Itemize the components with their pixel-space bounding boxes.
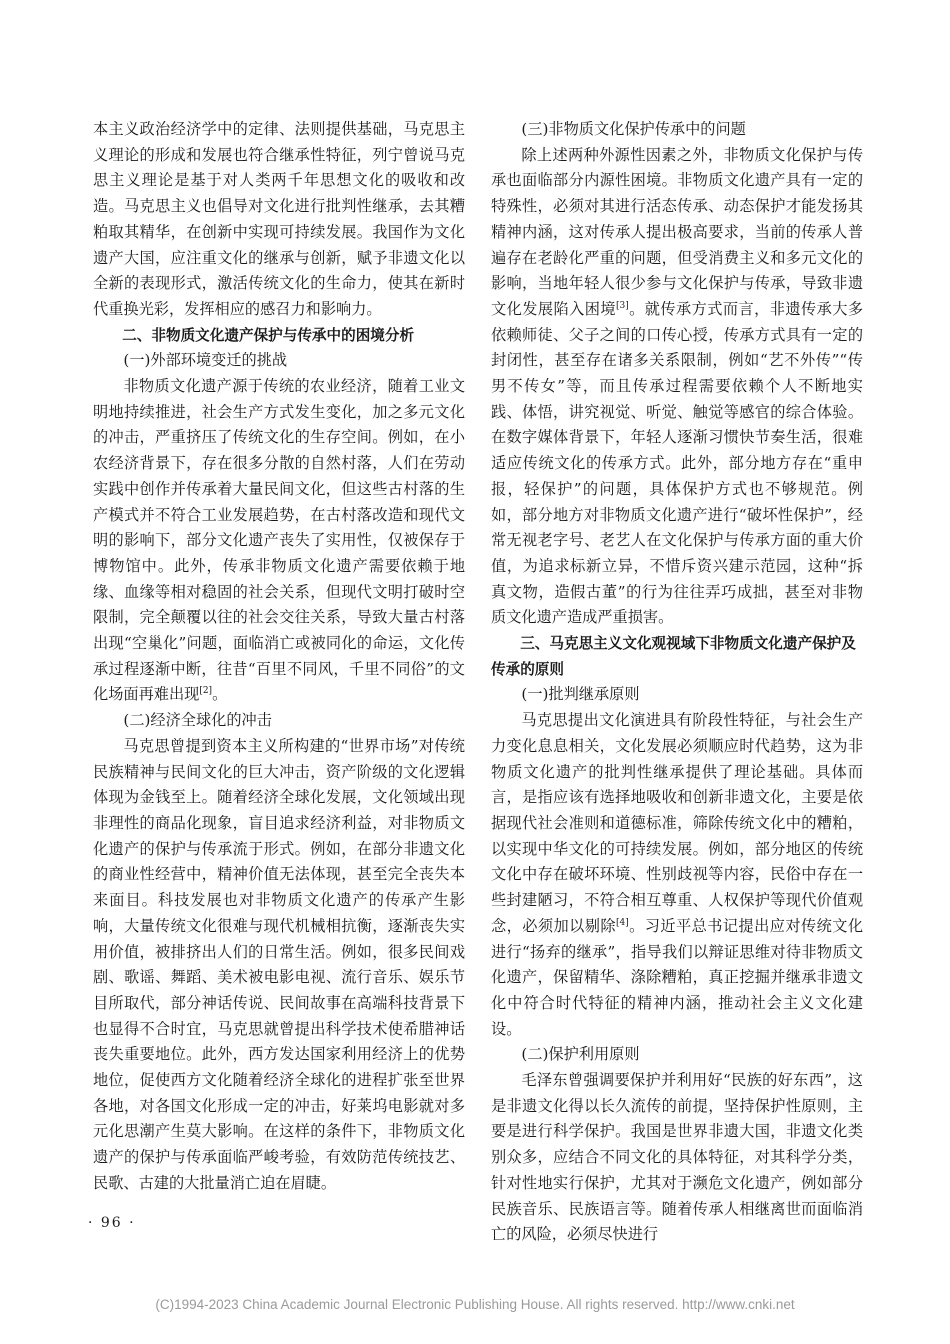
right-column (491, 117, 863, 1248)
paragraph-text: 。习近平总书记提出应对传统文化进行“扬弃的继承”，指导我们以辩证思维对待非物质文化遗产，保留精华、涤除糟粕，真正挖掘并继承非遗文化中符合时代特征的精神内涵，推动社会主义文化建设。 (491, 916, 864, 1038)
paragraph: 本主义政治经济学中的定律、法则提供基础，马克思主义理论的形成和发展也符合继承性特征，列宁曾说马克思主义理论是基于对人类两千年思想文化的吸收和改造。马克思主义也倡导对文化进行批判性继承，去其糟粕取其精华，在创新中实现可持续发展。我国作为文化遗产大国，应注重文化的继承与创新，赋予非遗文化以全新的表现形式，激活传统文化的生命力，使其在新时代重换光彩，发挥相应的感召力和影响力。 (93, 120, 465, 318)
paragraph: 马克思曾提到资本主义所构建的“世界市场”对传统民族精神与民间文化的巨大冲击，资产阶级的文化逻辑体现为金钱至上。随着经济全球化发展，文化领域出现非理性的商品化现象，盲目追求经济利益，对非物质文化遗产的保护与传承流于形式。例如，在部分非遗文化的商业性经营中，精神价值无法体现，甚至完全丧失本来面目。科技发展也对非物质文化遗产的传承产生影响，大量传统文化很难与现代机械相抗衡，逐渐丧失实用价值，被排挤出人们的日常生活。例如，很多民间戏剧、歌谣、舞蹈、美术被电影电视、流行音乐、娱乐节目所取代，部分神话传说、民间故事在高端科技背景下也显得不合时宜，马克思就曾提出科学技术使希腊神话丧失重要地位。此外，西方发达国家利用经济上的优势地位，促使西方文化随着经济全球化的进程扩张至世界各地，对各国文化形成一定的冲击，好莱坞电影就对多元化思潮产生莫大影响。在这样的条件下，非物质文化遗产的保护与传承面临严峻考验，有效防范传统技艺、民歌、古建的大批量消亡迫在眉睫。 (93, 736, 465, 1192)
citation: [3] (615, 300, 629, 311)
section-heading: 二、非物质文化遗产保护与传承中的困境分析 (122, 326, 415, 344)
subsection-heading: (二)保护利用原则 (521, 1045, 640, 1064)
paragraph: 毛泽东曾强调要保护并利用好“民族的好东西”，这是非遗文化得以长久流传的前提，坚持保护性原则，主要是进行科学保护。我国是世界非遗大国，非遗文化类别众多，应结合不同文化的具体特征，对其科学分类，针对性地实行保护，尤其对于濒危文化遗产，例如部分民族音乐、民族语言等。随着传承人相继离世而面临消亡的风险，必须尽快进行 (491, 1071, 863, 1244)
page-number: · 96 · (88, 1215, 136, 1231)
paragraph-text: 非物质文化遗产源于传统的农业经济，随着工业文明地持续推进，社会生产方式发生变化，加之多元文化的冲击，严重挤压了传统文化的生存空间。例如，在小农经济背景下，存在很多分散的自然村落，人们在劳动实践中创作并传承着大量民间文化，但这些古村落的生产模式并不符合工业发展趋势，在古村落改造和现代文明的影响下，部分文化遗产丧失了实用性，仅被保存于博物馆中。此外，传承非物质文化遗产需要依赖于地缘、血缘等相对稳固的社会关系，但现代文明打破时空限制，完全颠覆以往的社会交往关系，导致大量古村落出现“空巢化”问题，面临消亡或被同化的命运，文化传承过程逐渐中断，往昔“百里不同风，千里不同俗”的文化场面再难出现 (93, 377, 465, 704)
copyright-footer: (C)1994-2023 China Academic Journal Electronic Publishing House. All rights reserved. http://www.cnki.net (155, 1297, 795, 1312)
subsection-heading: (一)外部环境变迁的挑战 (123, 351, 288, 370)
paragraph-text: 。就传承方式而言，非遗传承大多依赖师徒、父子之间的口传心授，传承方式具有一定的封闭性，甚至存在诸多关系限制，例如“艺不外传”“传男不传女”等，而且传承过程需要依赖个人不断地实践、体悟，讲究视觉、听觉、触觉等感官的综合体验。在数字媒体背景下，年轻人逐渐习惯快节奏生活，很难适应传统文化的传承方式。此外，部分地方存在“重申报，轻保护”的问题，具体保护方式也不够规范。例如，部分地方对非物质文化遗产进行“破坏性保护”，经常无视老字号、老艺人在文化保护与传承方面的重大价值，为追求标新立异，不惜斥资兴建示范园，这种“拆真文物，造假古董”的行为往往弄巧成拙，甚至对非物质文化遗产造成严重损害。 (491, 299, 864, 627)
subsection-heading: (二)经济全球化的冲击 (123, 711, 272, 730)
paragraph-text: 除上述两种外源性因素之外，非物质文化保护与传承也面临部分内源性困境。非物质文化遗产具有一定的特殊性，必须对其进行活态传承、动态保护才能发扬其精神内涵，这对传承人提出极高要求，当前的传承人普遍存在老龄化严重的问题，但受消费主义和多元文化的影响，当地年轻人很少参与文化保护与传承，导致非遗文化发展陷入困境 (491, 145, 863, 318)
paragraph-text: 马克思提出文化演进具有阶段性特征，与社会生产力变化息息相关，文化发展必须顺应时代趋势，这为非物质文化遗产的批判性继承提供了理论基础。具体而言，是指应该有选择地吸收和创新非遗文化，主要是依据现代社会准则和道德标准，筛除传统文化中的糟粕，以实现中华文化的可持续发展。例如，部分地区的传统文化中存在破坏环境、性别歧视等内容，民俗中存在一些封建陋习，不符合相互尊重、人权保护等现代价值观念，必须加以剔除 (491, 711, 863, 935)
paragraph (93, 374, 465, 708)
section-heading: 三、马克思主义文化观视域下非物质文化遗产保护及传承的原则 (491, 635, 856, 678)
subsection-heading: (三)非物质文化保护传承中的问题 (521, 120, 746, 138)
paragraph (491, 708, 863, 1042)
paragraph-text: 。 (212, 685, 228, 704)
citation: [4] (615, 917, 629, 928)
paragraph (491, 143, 863, 631)
subsection-heading: (一)批判继承原则 (521, 685, 640, 704)
citation: [2] (199, 686, 213, 697)
left-column (93, 117, 465, 1197)
